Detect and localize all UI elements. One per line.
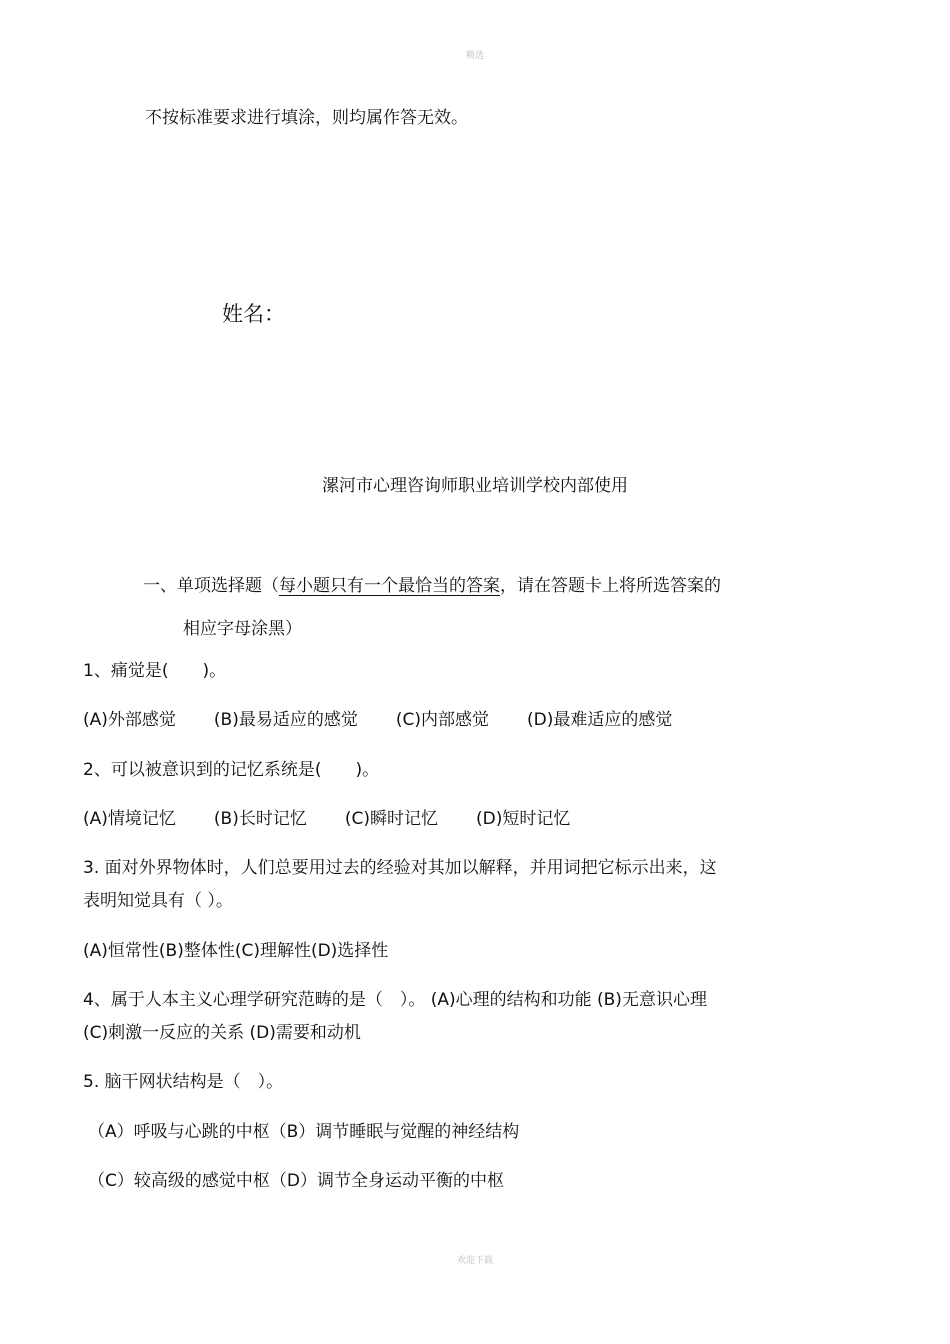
question-5-options-line2: （C）较高级的感觉中枢（D）调节全身运动平衡的中枢 <box>88 1171 504 1191</box>
section-heading <box>143 575 721 597</box>
section-underlined: 每小题只有一个最恰当的答案 <box>279 576 500 596</box>
question-3-stem-line2: 表明知觉具有（ ）。 <box>83 891 233 911</box>
notice-text: 不按标准要求进行填涂，则均属作答无效。 <box>145 108 468 128</box>
q2-option-b: (B)长时记忆 <box>213 809 307 829</box>
question-3-stem-line1: 3. 面对外界物体时，人们总要用过去的经验对其加以解释，并用词把它标示出来，这 <box>83 858 717 878</box>
question-2-stem: 2、可以被意识到的记忆系统是( )。 <box>83 760 380 780</box>
name-label: 姓名： <box>222 302 285 326</box>
q1-option-b: (B)最易适应的感觉 <box>213 710 358 730</box>
question-5-options-line1: （A）呼吸与心跳的中枢（B）调节睡眠与觉醒的神经结构 <box>88 1122 520 1142</box>
q1-option-c: (C)内部感觉 <box>395 710 489 730</box>
q2-option-a: (A)情境记忆 <box>83 809 176 829</box>
school-title: 漯河市心理咨询师职业培训学校内部使用 <box>322 476 628 496</box>
q2-option-d: (D)短时记忆 <box>475 809 571 829</box>
section-heading-line2: 相应字母涂黑） <box>183 619 302 639</box>
question-1-options <box>83 709 710 731</box>
question-3-options: (A)恒常性(B)整体性(C)理解性(D)选择性 <box>83 941 389 961</box>
footer-watermark: 欢迎下载 <box>456 1256 493 1266</box>
q1-option-d: (D)最难适应的感觉 <box>526 710 673 730</box>
question-4-line1: 4、属于人本主义心理学研究范畴的是（ ）。 (A)心理的结构和功能 (B)无意识心理 <box>83 990 707 1010</box>
question-2-options <box>83 808 608 830</box>
section-suffix: ，请在答题卡上将所选答案的 <box>500 576 721 596</box>
q2-option-c: (C)瞬时记忆 <box>344 809 438 829</box>
question-5-stem: 5. 脑干网状结构是（ ）。 <box>83 1072 284 1092</box>
question-4-line2: (C)刺激一反应的关系 (D)需要和动机 <box>83 1023 361 1043</box>
question-1-stem: 1、痛觉是( )。 <box>83 661 227 681</box>
q1-option-a: (A)外部感觉 <box>83 710 176 730</box>
header-watermark: 精选 <box>465 51 484 61</box>
section-prefix: 一、单项选择题（ <box>143 576 279 596</box>
